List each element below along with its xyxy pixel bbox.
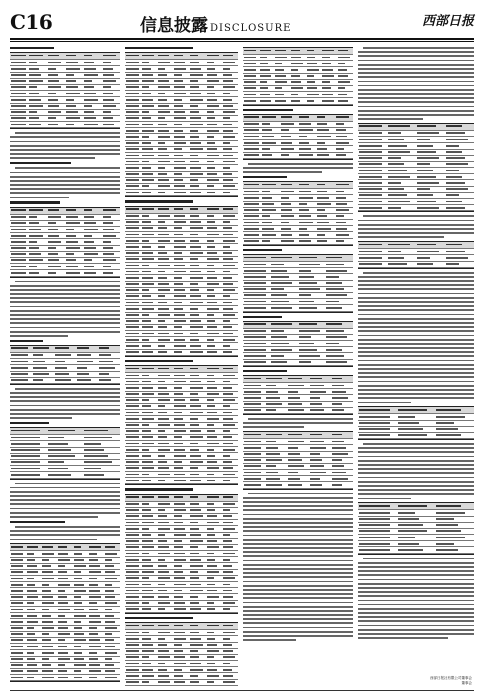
data-table <box>243 114 353 160</box>
signature-block <box>430 676 472 685</box>
data-table <box>10 345 120 385</box>
bottom-rule <box>10 690 474 691</box>
table-header-row <box>10 428 120 435</box>
table-row <box>125 350 238 356</box>
section-heading <box>125 360 238 362</box>
table-header-row <box>243 182 353 189</box>
page-number: C16 <box>10 10 53 34</box>
table-header-row <box>358 407 474 414</box>
table-row <box>10 122 120 128</box>
table-row <box>243 153 353 159</box>
table-header-row <box>243 432 353 439</box>
table-row <box>243 482 353 488</box>
text-paragraph <box>10 167 120 198</box>
section-heading <box>10 521 120 523</box>
table-header-row <box>243 376 353 383</box>
table-row <box>10 378 120 384</box>
text-paragraph <box>358 558 474 639</box>
table-row <box>358 433 474 439</box>
data-table <box>243 181 353 246</box>
data-table <box>243 431 353 490</box>
section-heading <box>243 176 353 178</box>
masthead-rule-thin <box>10 41 474 42</box>
column-1 <box>10 46 120 686</box>
table-row <box>358 205 474 211</box>
section-heading <box>125 617 238 619</box>
data-table <box>358 406 474 440</box>
table-header-row <box>358 503 474 510</box>
section-heading <box>243 316 353 318</box>
section-heading <box>243 370 353 372</box>
section-heading <box>243 249 353 251</box>
section-title-cn: 信息披露 <box>140 16 208 36</box>
signature-board: 董事会 <box>461 680 472 685</box>
data-table <box>125 622 238 686</box>
section-title-en: DISCLOSURE <box>210 23 292 34</box>
section-heading <box>10 47 120 49</box>
data-table <box>10 427 120 479</box>
section-heading <box>10 162 120 164</box>
signature-company: 西部日报社有限公司董事会 <box>430 676 472 680</box>
table-row <box>358 547 474 553</box>
table-header-row <box>125 366 238 373</box>
data-table <box>125 494 238 614</box>
masthead <box>10 10 474 40</box>
data-table <box>10 207 120 278</box>
column-4 <box>358 46 474 686</box>
table-header-row <box>125 495 238 502</box>
table-header-row <box>10 53 120 60</box>
table-header-row <box>125 207 238 214</box>
table-header-row <box>125 623 238 630</box>
text-paragraph <box>10 526 120 540</box>
text-paragraph <box>10 281 120 337</box>
text-paragraph <box>10 388 120 419</box>
data-table <box>10 543 120 682</box>
table-header-row <box>243 115 353 122</box>
table-row <box>243 239 353 245</box>
table-header-row <box>358 124 474 131</box>
table-header-row <box>243 255 353 262</box>
table-header-row <box>125 53 238 60</box>
section-heading <box>125 488 238 490</box>
table-row <box>10 472 120 478</box>
data-table <box>125 206 238 357</box>
text-paragraph <box>358 272 474 404</box>
data-table <box>243 254 353 313</box>
data-table <box>243 47 353 106</box>
table-header-row <box>10 346 120 353</box>
column-2 <box>125 46 238 686</box>
data-table <box>125 365 238 485</box>
table-row <box>243 408 353 414</box>
table-row <box>358 262 474 268</box>
data-table <box>243 375 353 415</box>
text-paragraph <box>358 47 474 120</box>
table-row <box>10 675 120 681</box>
text-paragraph <box>358 443 474 499</box>
table-row <box>125 478 238 484</box>
text-paragraph <box>243 418 353 428</box>
table-row <box>125 190 238 196</box>
section-heading <box>125 47 238 49</box>
table-row <box>125 607 238 613</box>
section-heading <box>243 109 353 111</box>
table-header-row <box>10 208 120 215</box>
data-table <box>125 52 238 197</box>
text-paragraph <box>10 132 120 159</box>
section-heading <box>10 340 120 342</box>
data-table <box>358 123 474 212</box>
table-header-row <box>10 544 120 551</box>
data-table <box>243 321 353 367</box>
column-3 <box>243 46 353 686</box>
text-paragraph <box>243 163 353 173</box>
newspaper-logo-icon: 西部日报 <box>421 14 474 29</box>
data-table <box>10 52 120 129</box>
table-row <box>243 98 353 104</box>
masthead-rule <box>10 38 474 40</box>
text-paragraph <box>358 215 474 238</box>
data-table <box>358 241 474 269</box>
text-paragraph <box>243 493 353 641</box>
table-header-row <box>358 242 474 249</box>
section-title <box>140 11 291 36</box>
table-header-row <box>243 48 353 55</box>
table-row <box>243 360 353 366</box>
table-row <box>10 270 120 276</box>
table-header-row <box>243 322 353 329</box>
text-paragraph <box>10 483 120 518</box>
section-heading <box>10 422 120 424</box>
data-table <box>358 502 474 554</box>
section-heading <box>10 201 120 203</box>
section-heading <box>125 200 238 202</box>
table-row <box>243 305 353 311</box>
